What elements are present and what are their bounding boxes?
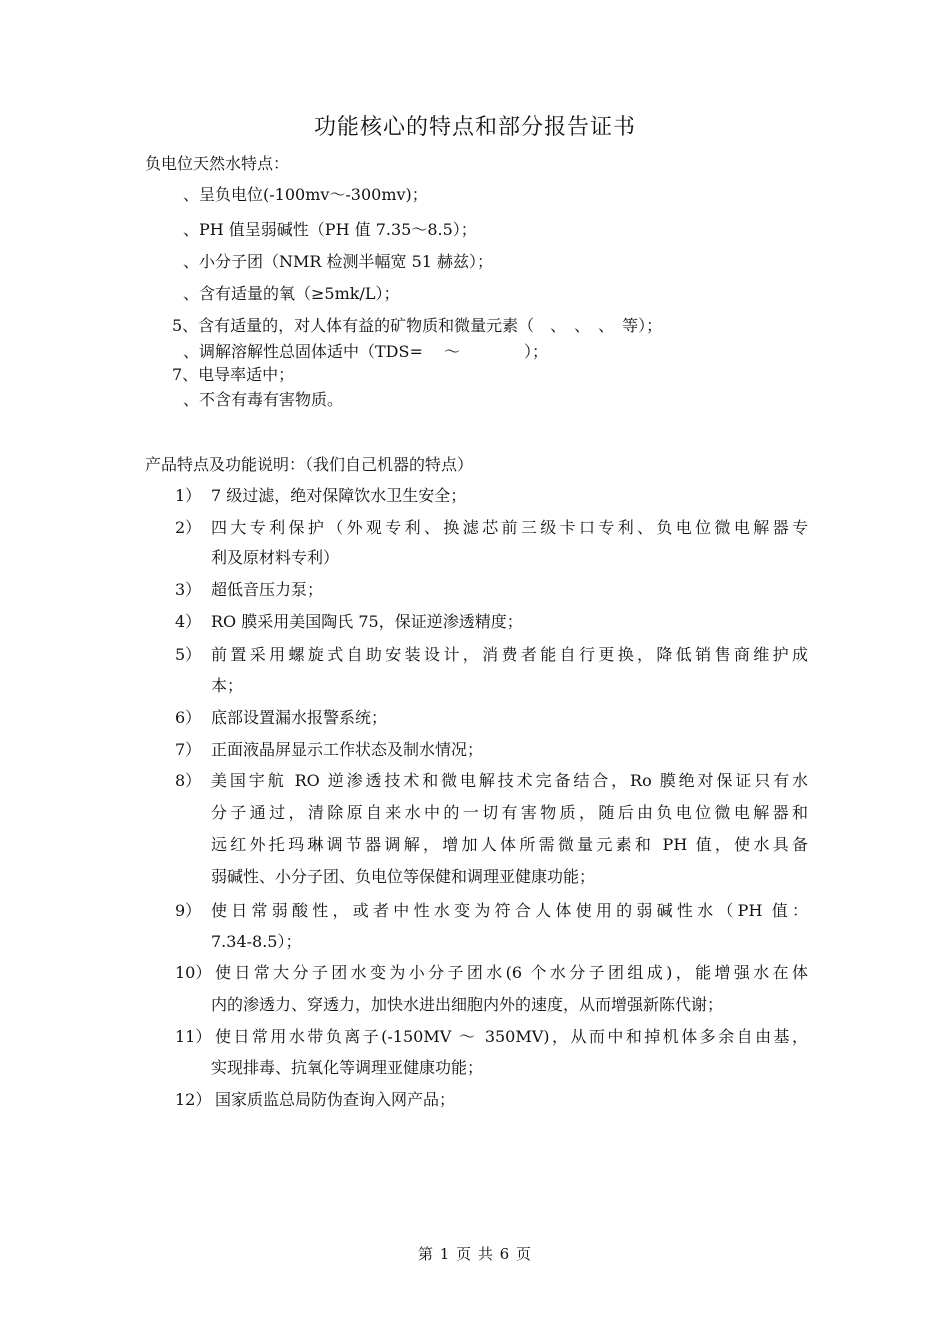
list-item-number: 6） <box>175 708 202 727</box>
list-item-number: 12） <box>175 1090 212 1109</box>
list-item-text: 实现排毒、抗氧化等调理亚健康功能； <box>211 1058 484 1077</box>
feature-item: 、调解溶解性总固体适中（TDS= ～ ）； <box>183 342 548 361</box>
list-item-text: 弱碱性、小分子团、负电位等保健和调理亚健康功能； <box>211 867 596 886</box>
feature-item: 7、电导率适中； <box>172 365 295 384</box>
list-item-text: 7 级过滤，绝对保障饮水卫生安全； <box>211 486 467 505</box>
list-item-text: 底部设置漏水报警系统； <box>211 708 388 727</box>
list-item-text: 远红外托玛琳调节器调解，增加人体所需微量元素和 PH 值，使水具备 <box>211 835 808 854</box>
list-item-number: 8） <box>175 771 202 790</box>
list-item-text: 前置采用螺旋式自助安装设计，消费者能自行更换，降低销售商维护成 <box>211 645 808 664</box>
list-item-text: 利及原材料专利） <box>211 548 340 567</box>
list-item-text: 使日常弱酸性，或者中性水变为符合人体使用的弱碱性水（PH 值： <box>211 901 808 920</box>
list-item-text: 使日常用水带负离子(-150MV ～ 350MV)，从而中和掉机体多余自由基， <box>215 1027 808 1046</box>
page-title: 功能核心的特点和部分报告证书 <box>313 115 636 140</box>
feature-item: 、不含有毒有害物质。 <box>183 390 344 409</box>
list-item-number: 11） <box>175 1027 212 1046</box>
feature-item: 、PH 值呈弱碱性（PH 值 7.35～8.5）； <box>183 220 477 239</box>
list-item-text: 使日常大分子团水变为小分子团水(6 个水分子团组成)，能增强水在体 <box>215 963 808 982</box>
list-item-number: 3） <box>175 580 202 599</box>
list-item-text: RO 膜采用美国陶氏 75，保证逆渗透精度； <box>211 612 523 631</box>
list-item-text: 超低音压力泵； <box>211 580 324 599</box>
list-item-text: 分子通过，清除原自来水中的一切有害物质，随后由负电位微电解器和 <box>211 803 808 822</box>
feature-item: 5、含有适量的，对人体有益的矿物质和微量元素（ 、 、 、 等）； <box>172 316 663 335</box>
list-item-text: 7.34-8.5）； <box>211 932 302 951</box>
section-heading-negative-potential: 负电位天然水特点： <box>145 154 290 173</box>
list-item-number: 1） <box>175 486 202 505</box>
list-item-text: 正面液晶屏显示工作状态及制水情况； <box>211 740 484 759</box>
list-item-number: 7） <box>175 740 202 759</box>
page-footer: 第 1 页 共 6 页 <box>418 1245 532 1263</box>
list-item-number: 9） <box>175 901 202 920</box>
feature-item: 、呈负电位(-100mv～-300mv)； <box>183 185 428 204</box>
section-heading-product-features: 产品特点及功能说明：（我们自己机器的特点） <box>145 455 474 474</box>
feature-item: 、含有适量的氧（≥5mk/L）； <box>183 284 400 303</box>
list-item-text: 内的渗透力、穿透力，加快水进出细胞内外的速度，从而增强新陈代谢； <box>211 995 724 1014</box>
feature-item: 、小分子团（NMR 检测半幅宽 51 赫兹）； <box>183 252 494 271</box>
list-item-text: 国家质监总局防伪查询入网产品； <box>215 1090 456 1109</box>
list-item-number: 2） <box>175 518 202 537</box>
list-item-number: 4） <box>175 612 202 631</box>
list-item-number: 10） <box>175 963 212 982</box>
list-item-text: 四大专利保护（外观专利、换滤芯前三级卡口专利、负电位微电解器专 <box>211 518 808 537</box>
list-item-text: 本； <box>211 676 244 695</box>
list-item-number: 5） <box>175 645 202 664</box>
list-item-text: 美国宇航 RO 逆渗透技术和微电解技术完备结合，Ro 膜绝对保证只有水 <box>211 771 808 790</box>
